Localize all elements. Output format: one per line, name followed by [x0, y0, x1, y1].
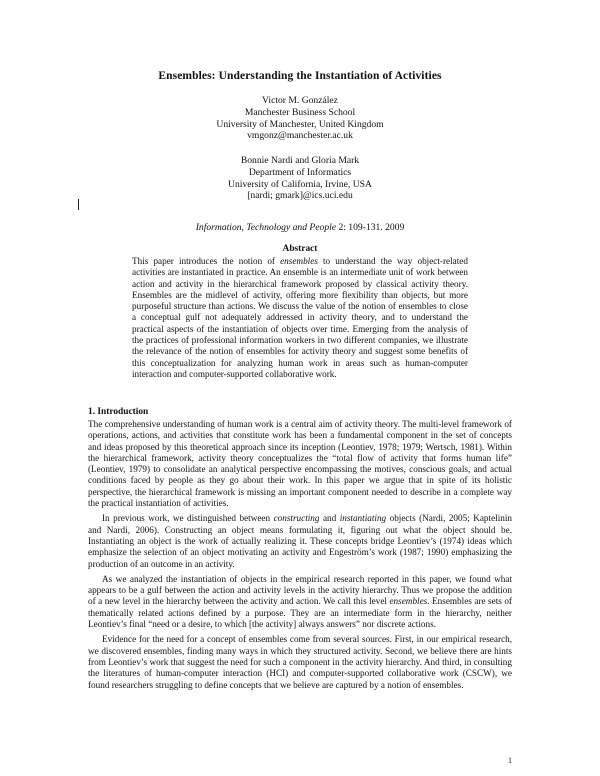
- introduction-body: [88, 419, 512, 695]
- author-university: University of California, Irvine, USA: [228, 178, 372, 190]
- author-university: University of Manchester, United Kingdom: [216, 118, 384, 130]
- author-email: vmgonz@manchester.ac.uk: [247, 130, 353, 142]
- paragraph: As we analyzed the instantiation of objects in the empirical research reported in this paper, we found what appears to be a gulf between the action and activity levels in the activity hierarchy. Thus we propose the addition of a new level in the hierarchy between the activity and action. We call this level ensembles. Ensembles are sets of thematically related actions defined by a purpose. They are an intermediate form in the hierarchy, neither Leontiev’s final “need or a desire, to which [the activity] always answers” nor discrete actions.: [88, 573, 512, 630]
- paragraph: Evidence for the need for a concept of ensembles come from several sources. First, in our empirical research, we discovered ensembles, finding many ways in which they structured activity. Second, we believe there are hints from Leontiev’s work that suggest the need for such a component in the activity hierarchy. And third, in consulting the literatures of human-computer interaction (HCI) and computer-supported collaborative work (CSCW), we found researchers struggling to define concepts that we believe are captured by a notion of ensembles.: [88, 634, 512, 690]
- journal-name: Information, Technology and People: [195, 222, 337, 233]
- author-school: Manchester Business School: [244, 106, 356, 118]
- abstract-body: [132, 256, 468, 380]
- italic-term: ensembles.: [389, 596, 430, 607]
- abstract-term: ensembles: [280, 256, 318, 266]
- author-block-1: [0, 95, 600, 142]
- paragraph: The comprehensive understanding of human work is a central aim of activity theory. The multi-level framework of operations, actions, and activities that constitute work has been a fundamental component in the set of concepts and ideas proposed by this theoretical approach since its inception (Leontiev, 1978; 1979; Wertsch, 1981). Within the hierarchical framework, activity theory conceptualizes the “total flow of activity that forms human life” (Leontiev, 1979) to consolidate an analytical perspective encompassing the motives, conscious goals, and actual conditions faced by people as they go about their work. In this paper we argue that in spite of its holistic perspective, the hierarchical framework is missing an important component needed to describe in a complete way the practical instantiation of activities.: [88, 419, 512, 509]
- paper-title: Ensembles: Understanding the Instantiation of Activities: [158, 70, 442, 82]
- citation-line: [0, 222, 600, 233]
- abstract-text: This paper introduces the notion of: [132, 256, 281, 266]
- author-email: [nardi; gmark]@ics.uci.edu: [247, 190, 353, 202]
- citation-details: 2: 109-131. 2009: [336, 222, 405, 233]
- margin-mark: [78, 199, 79, 210]
- author-names: Bonnie Nardi and Gloria Mark: [240, 155, 360, 166]
- abstract-heading: Abstract: [282, 244, 318, 254]
- author-block-2: [0, 155, 600, 202]
- italic-term: instantiating: [339, 513, 387, 524]
- page-number: 1: [508, 756, 512, 765]
- author-department: Department of Informatics: [248, 166, 352, 178]
- section-heading-introduction: 1. Introduction: [88, 407, 149, 417]
- italic-term: constructing: [273, 513, 320, 524]
- author-name: Victor M. González: [262, 95, 338, 106]
- paragraph: In previous work, we distinguished between constructing and instantiating objects (Nardi, 2005; Kaptelinin and Nardi, 2006). Constructing an object means formulating it, figuring out what the object should be. Instantiating an object is the work of actually realizing it. These concepts bridge Leontiev’s (1974) ideas which emphasize the selection of an object motivating an activity and Engeström’s work (1987; 1990) emphasizing the production of an outcome in an activity.: [88, 513, 513, 569]
- abstract-text: to understand the way object-related activities are instantiated in practice. An ensemble is an intermediate unit of work between action and activity in the hierarchical framework proposed by classical activity theory. Ensembles are the midlevel of activity, offering more flexibility than objects, but more purposeful structure than actions. We discuss the value of the notion of ensembles to close a conceptual gulf not adequately addressed in activity theory, and to understand the practical aspects of the instantiation of objects over time. Emerging from the analysis of the practices of professional information workers in two different companies, we illustrate the relevance of the notion of ensembles for activity theory and suggest some benefits of this conceptualization for analyzing human work in areas such as human-computer interaction and computer-supported collaborative work.: [132, 256, 468, 379]
